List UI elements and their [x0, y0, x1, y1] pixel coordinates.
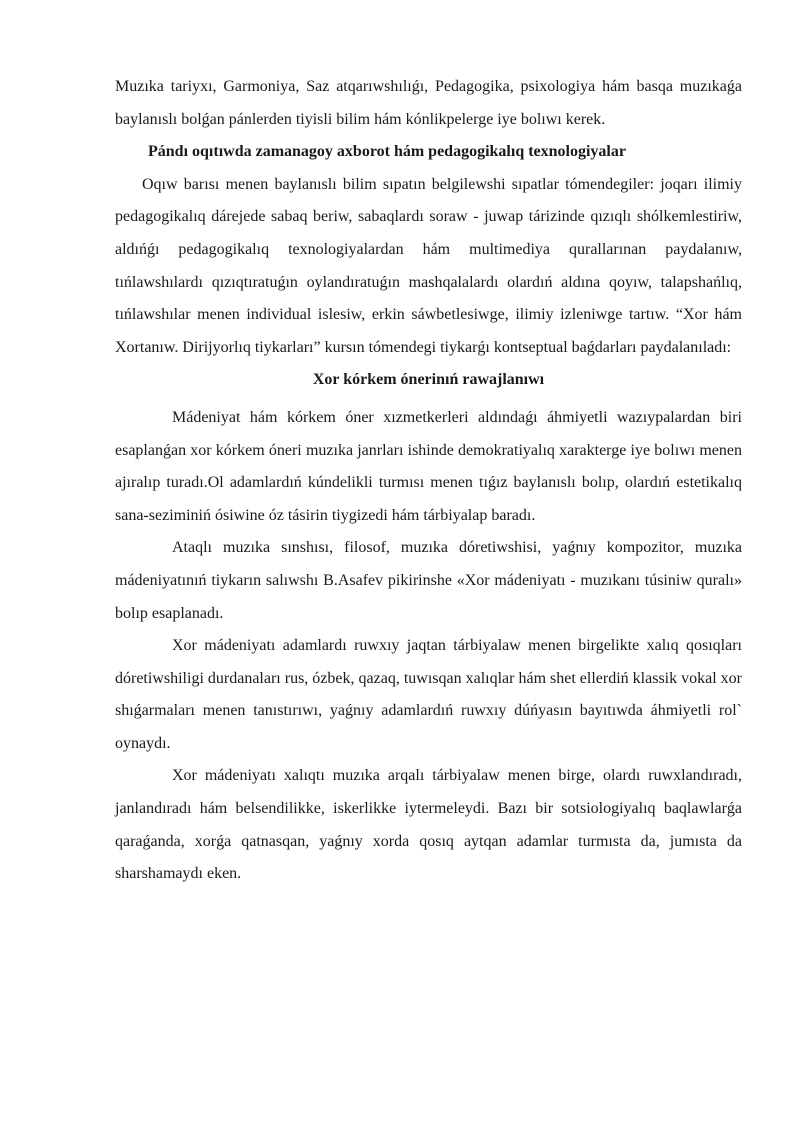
- document-page: [115, 71, 742, 891]
- paragraph-learning-process: Oqıw barısı menen baylanıslı bilim sıpatın belgilewshi sıpatlar tómendegiler: joqarı ilimiy pedagogikalıq dárejede sabaq beriw, sabaqlardı soraw - juwap tárizinde qızıqlı shólkemlestiriw, aldıńǵı pedagogikalıq texnologiyalardan hám multimediya qurallarınan paydalanıw, tıńlawshılardı qızıqtıratuǵın oylandıratuǵın mashqalalardı olardıń aldına qoyıw, talapshańlıq, tıńlawshılar menen individual islesiw, erkin sáwbetlesiwge, ilimiy izleniwge tartıw. “Xor hám Xortanıw. Dirijyorlıq tiykarları” kursın tómendegi tiykarǵı kontseptual baǵdarları paydalanıladı:: [115, 175, 742, 356]
- paragraph-asafev: Ataqlı muzıka sınshısı, filosof, muzıka dóretiwshisi, yaǵnıy kompozitor, muzıka mádeniyatınıń tiykarın salıwshı B.Asafev pikirinshe «Xor mádeniyatı - muzıkanı túsiniw quralı» bolıp esaplanadı.: [115, 539, 742, 622]
- paragraph-choir-education: Xor mádeniyatı xalıqtı muzıka arqalı tárbiyalaw menen birge, olardı ruwxlandıradı, janlandıradı hám belsendilikke, iskerlikke iytermeleydi. Bazı bir sotsiologiyalıq baqlawlarǵa qaraǵanda, xorǵa qatnasqan, yaǵnıy xorda qosıq aytqan adamlar turmısta da, jumısta da sharshamaydı eken.: [115, 767, 742, 883]
- intro-paragraph: Muzıka tariyxı, Garmoniya, Saz atqarıwshılıǵı, Pedagogika, psixologiya hám basqa muzıkaǵa baylanıslı bolǵan pánlerden tiyisli bilim hám kónlikpelerge iye bolıwı kerek.: [115, 78, 742, 128]
- paragraph-choir-culture: Xor mádeniyatı adamlardı ruwxıy jaqtan tárbiyalaw menen birgelikte xalıq qosıqları dóretiwshiligi durdanaları rus, ózbek, qazaq, tuwısqan xalıqlar hám shet ellerdiń klassik vokal xor shıǵarmaları menen tanıstırıwı, yaǵnıy adamlardıń ruwxıy dúńyasın bayıtıwda áhmiyetli rol` oynaydı.: [115, 637, 742, 752]
- section-heading-technologies: Pándı oqıtıwda zamanagoy axborot hám pedagogikalıq texnologiyalar: [148, 143, 626, 161]
- section-heading-choir-art: Xor kórkem ónerinıń rawajlanıwı: [312, 371, 545, 389]
- paragraph-culture: Mádeniyat hám kórkem óner xızmetkerleri aldındaǵı áhmiyetli wazıypalardan biri esaplanǵan xor kórkem óneri muzıka janrları ishinde demokratiyalıq xarakterge iye bolıwı menen ajıralıp turadı.Ol adamlardıń kúndelikli turmısı menen tıǵız baylanıslı bolıp, olardıń estetikalıq sana-seziminiń ósiwine óz tásirin tiygizedi hám tárbiyalap baradı.: [115, 408, 742, 524]
